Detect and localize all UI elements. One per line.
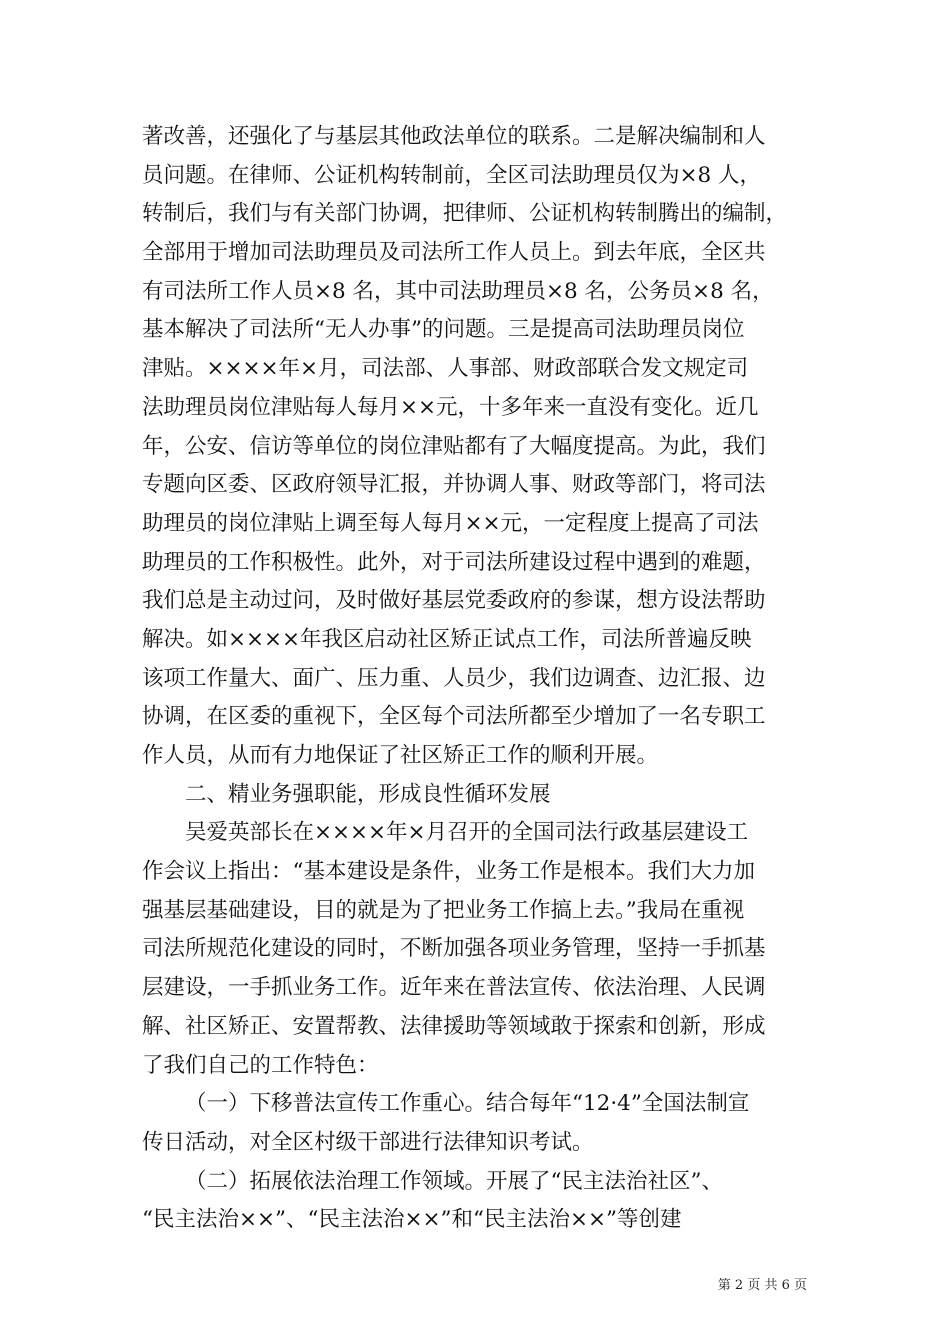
text-line: 解、社区矫正、安置帮教、法律援助等领域敢于探索和创新，形成: [142, 1013, 766, 1039]
text-line: 专题向区委、区政府领导汇报，并协调人事、财政等部门，将司法: [142, 472, 766, 498]
text-line: 法助理员岗位津贴每人每月××元，十多年来一直没有变化。近几: [142, 394, 759, 420]
page-number: 第 2 页 共 6 页: [717, 1278, 807, 1293]
text-line: 我们总是主动过问，及时做好基层党委政府的参谋，想方设法帮助: [142, 588, 766, 614]
text-line: 协调，在区委的重视下，全区每个司法所都至少增加了一名专职工: [142, 704, 766, 730]
text-line: 层建设，一手抓业务工作。近年来在普法宣传、依法治理、人民调: [142, 975, 766, 1001]
body-text: [142, 118, 810, 1240]
text-line: 转制后，我们与有关部门协调，把律师、公证机构转制腾出的编制，: [142, 201, 788, 227]
subsection-heading: （二）拓展依法治理工作领域。开展了“民主法治社区”、: [185, 1168, 723, 1194]
text-line: 吴爱英部长在××××年×月召开的全国司法行政基层建设工: [185, 820, 749, 846]
text-line: 全部用于增加司法助理员及司法所工作人员上。到去年底，全区共: [142, 240, 766, 266]
text-line: 基本解决了司法所“无人办事”的问题。三是提高司法助理员岗位: [142, 317, 745, 343]
text-line: “民主法治××”、“民主法治××”和“民主法治××”等创建: [142, 1207, 682, 1233]
text-line: 作会议上指出：“基本建设是条件，业务工作是根本。我们大力加: [142, 859, 755, 885]
text-line: 解决。如××××年我区启动社区矫正试点工作，司法所普遍反映: [142, 626, 752, 652]
text-line: 有司法所工作人员×8 名，其中司法助理员×8 名，公务员×8 名，: [142, 278, 774, 304]
text-line: 津贴。××××年×月，司法部、人事部、财政部联合发文规定司: [142, 356, 749, 382]
text-line: 司法所规范化建设的同时，不断加强各项业务管理，坚持一手抓基: [142, 936, 766, 962]
text-line: 作人员，从而有力地保证了社区矫正工作的顺利开展。: [142, 743, 659, 768]
text-line: 员问题。在律师、公证机构转制前，全区司法助理员仅为×8 人，: [142, 162, 762, 188]
text-line: 年，公安、信访等单位的岗位津贴都有了大幅度提高。为此，我们: [142, 433, 766, 459]
text-line: 著改善，还强化了与基层其他政法单位的联系。二是解决编制和人: [142, 124, 766, 149]
text-line: 助理员的岗位津贴上调至每人每月××元，一定程度上提高了司法: [142, 510, 759, 536]
subsection-heading: （一）下移普法宣传工作重心。结合每年“12·4”全国法制宣: [185, 1091, 750, 1117]
section-heading: 二、精业务强职能，形成良性循环发展: [185, 781, 551, 807]
text-line: 了我们自己的工作特色：: [142, 1052, 379, 1078]
text-line: 传日活动，对全区村级干部进行法律知识考试。: [142, 1129, 594, 1155]
text-line: 助理员的工作积极性。此外，对于司法所建设过程中遇到的难题，: [142, 549, 766, 575]
text-line: 强基层基础建设，目的就是为了把业务工作搞上去。”我局在重视: [142, 897, 745, 923]
text-line: 该项工作量大、面广、压力重、人员少，我们边调查、边汇报、边: [142, 665, 766, 691]
